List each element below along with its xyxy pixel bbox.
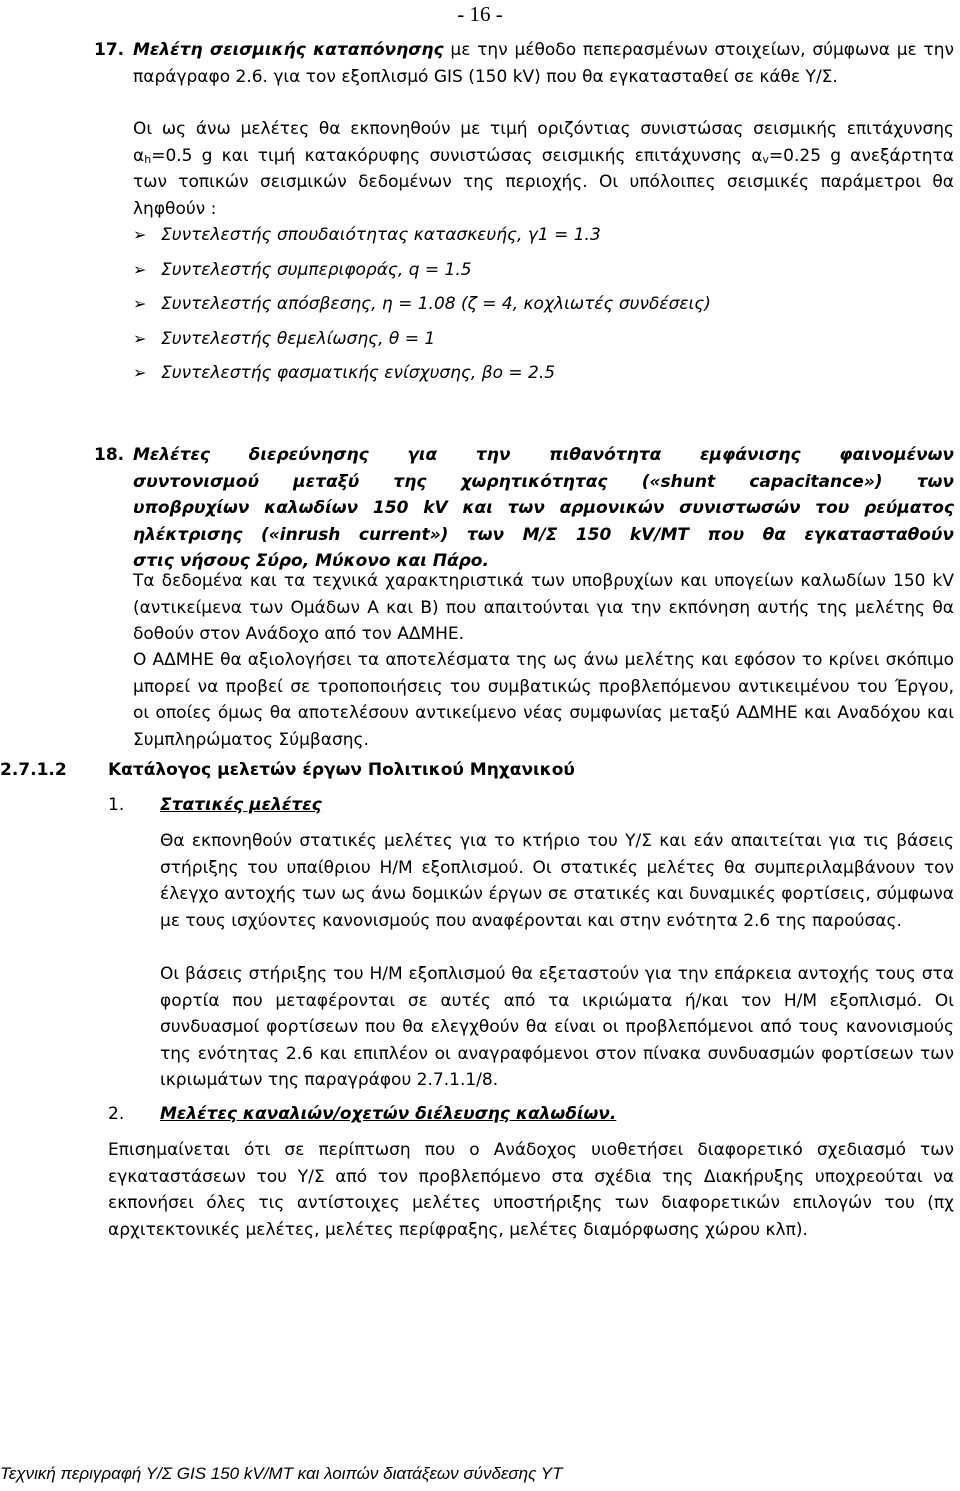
item-17-title: Μελέτη σεισμικής καταπόνησης bbox=[133, 40, 444, 60]
list-item bbox=[133, 360, 833, 395]
sub-2-number: 2. bbox=[108, 1104, 125, 1124]
sub-2-paragraph: Επισημαίνεται ότι σε περίπτωση που ο Ανάδοχος υιοθετήσει διαφορετικό σχεδιασμό των εγκαταστάσεων του Υ/Σ από τον προβλεπόμενο στα σχέδια της Διακήρυξης υποχρεούται να εκπονήσει όλες τις αντίστοιχες μελέτες υποστήριξης των διαφορετικών επιλογών του (πχ αρχιτεκτονικές μελέτες, μελέτες περίφραξης, μελέτες διαμόρφωσης χώρου κλπ). bbox=[108, 1140, 954, 1240]
list-item-text: Συντελεστής σπουδαιότητας κατασκευής, γ1 = 1.3 bbox=[161, 225, 601, 245]
arrow-bullet-icon: ➢ bbox=[133, 363, 147, 383]
sub-1-paragraph-2: Οι βάσεις στήριξης του Η/Μ εξοπλισμού θα εξεταστούν για την επάρκεια αντοχής τους στα φορτία που μεταφέρονται σε αυτές από τα ικριώματα ή/και τον Η/Μ εξοπλισμό. Οι συνδυασμοί φορτίσεων που θα ελεγχθούν θα είναι οι προβλεπόμενοι από τους κανονισμούς της ενότητας 2.6 και επιπλέον οι αναγραφόμενοι στον πίνακα συνδυασμών φορτίσεων των ικριωμάτων της παραγράφου 2.7.1.1/8. bbox=[160, 964, 954, 1090]
sub-1-paragraph-1: Θα εκπονηθούν στατικές μελέτες για το κτήριο του Υ/Σ και εάν απαιτείται για τις βάσεις στήριξης του υπαίθριου Η/Μ εξοπλισμού. Οι στατικές μελέτες θα συμπεριλαμβάνουν τον έλεγχο αντοχής των ως άνω δομικών έργων σε στατικές και δυναμικές φορτίσεις, σύμφωνα με τους ισχύοντες κανονισμούς που αναφέρονται και στην ενότητα 2.6 της παρούσας. bbox=[160, 831, 954, 931]
item-18-data-paragraph: Τα δεδομένα και τα τεχνικά χαρακτηριστικά των υποβρυχίων και υπογείων καλωδίων 150 kV (αντικείμενα των Ομάδων Α και Β) που απαιτούνται για την εκπόνηση αυτής της μελέτης θα δοθούν στον Ανάδοχο από τον ΑΔΜΗΕ. bbox=[133, 571, 954, 644]
arrow-bullet-icon: ➢ bbox=[133, 328, 147, 348]
item-18-number: 18. bbox=[94, 445, 125, 465]
subscript-v: v bbox=[762, 152, 769, 166]
arrow-bullet-icon: ➢ bbox=[133, 259, 147, 279]
item-17-parameters-paragraph bbox=[133, 116, 954, 222]
item-17-intro-text: με την μέθοδο πεπερασμένων στοιχείων, σύμφωνα με την παράγραφο 2.6. για τον εξοπλισμό GIS (150 kV) που θα εγκατασταθεί σε κάθε Υ/Σ. bbox=[133, 40, 955, 87]
p2-text-c: =0.25 g ανεξάρτητα των τοπικών σεισμικών δεδομένων της περιοχής. Οι υπόλοιπες σεισμικές παράμετροι θα ληφθούν : bbox=[133, 145, 954, 219]
page-footer: Τεχνική περιγραφή Υ/Σ GIS 150 kV/ΜΤ και λοιπών διατάξεων σύνδεσης ΥΤ bbox=[0, 1464, 563, 1483]
list-item bbox=[133, 222, 833, 257]
item-17-intro bbox=[133, 37, 954, 90]
p2-text-a: Οι ως άνω μελέτες θα εκπονηθούν με τιμή οριζόντιας συνιστώσας σεισμικής επιτάχυνσης α bbox=[133, 119, 954, 166]
item-18-title-line: ηλέκτρισης («inrush current») των Μ/Σ 150 kV/ΜΤ που θα εγκατασταθούν bbox=[133, 524, 954, 545]
sub-2-title: Μελέτες καναλιών/οχετών διέλευσης καλωδίων. bbox=[160, 1104, 617, 1124]
section-title: Κατάλογος μελετών έργων Πολιτικού Μηχανικού bbox=[108, 760, 575, 780]
item-18-title-line: στις νήσους Σύρο, Μύκονο και Πάρο. bbox=[133, 551, 489, 571]
item-18-title bbox=[133, 442, 954, 575]
list-item-text: Συντελεστής συμπεριφοράς, q = 1.5 bbox=[161, 259, 472, 280]
sub-1-number: 1. bbox=[108, 795, 125, 815]
list-item bbox=[133, 326, 833, 361]
section-number: 2.7.1.2 bbox=[0, 760, 67, 780]
arrow-bullet-icon: ➢ bbox=[133, 225, 147, 244]
list-item-text: Συντελεστής θεμελίωσης, θ = 1 bbox=[161, 328, 436, 349]
sub-1-title: Στατικές μελέτες bbox=[160, 795, 322, 815]
item-18-title-line: συντονισμού μεταξύ της χωρητικότητας («shunt capacitance») των bbox=[133, 471, 954, 492]
arrow-bullet-icon: ➢ bbox=[133, 294, 147, 314]
list-item-text: Συντελεστής απόσβεσης, η = 1.08 (ζ = 4, κοχλιωτές συνδέσεις) bbox=[161, 294, 711, 315]
item-18-title-line: Μελέτες διερεύνησης για την πιθανότητα εμφάνισης φαινομένων bbox=[133, 445, 954, 465]
item-18-evaluation-paragraph: Ο ΑΔΜΗΕ θα αξιολογήσει τα αποτελέσματα της ως άνω μελέτης και εφόσον το κρίνει σκόπιμο μπορεί να προβεί σε τροποποιήσεις του συμβατικώς προβλεπόμενου αντικειμένου του Έργου, οι οποίες όμως θα αποτελέσουν αντικείμενο νέας συμφωνίας μεταξύ ΑΔΜΗΕ και Αναδόχου και Συμπληρώματος Σύμβασης. bbox=[133, 650, 954, 750]
list-item bbox=[133, 257, 833, 292]
item-18-title-line: υποβρυχίων καλωδίων 150 kV και των αρμονικών συνιστωσών του ρεύματος bbox=[133, 498, 954, 518]
subscript-h: h bbox=[144, 152, 152, 166]
list-item-text: Συντελεστής φασματικής ενίσχυσης, βο = 2.5 bbox=[161, 363, 556, 384]
seismic-parameters-list bbox=[133, 222, 833, 395]
page-number: - 16 - bbox=[457, 2, 503, 26]
list-item bbox=[133, 291, 833, 326]
p2-text-b: =0.5 g και τιμή κατακόρυφης συνιστώσας σεισμικής επιτάχυνσης α bbox=[151, 145, 763, 166]
item-17-number: 17. bbox=[94, 40, 125, 60]
